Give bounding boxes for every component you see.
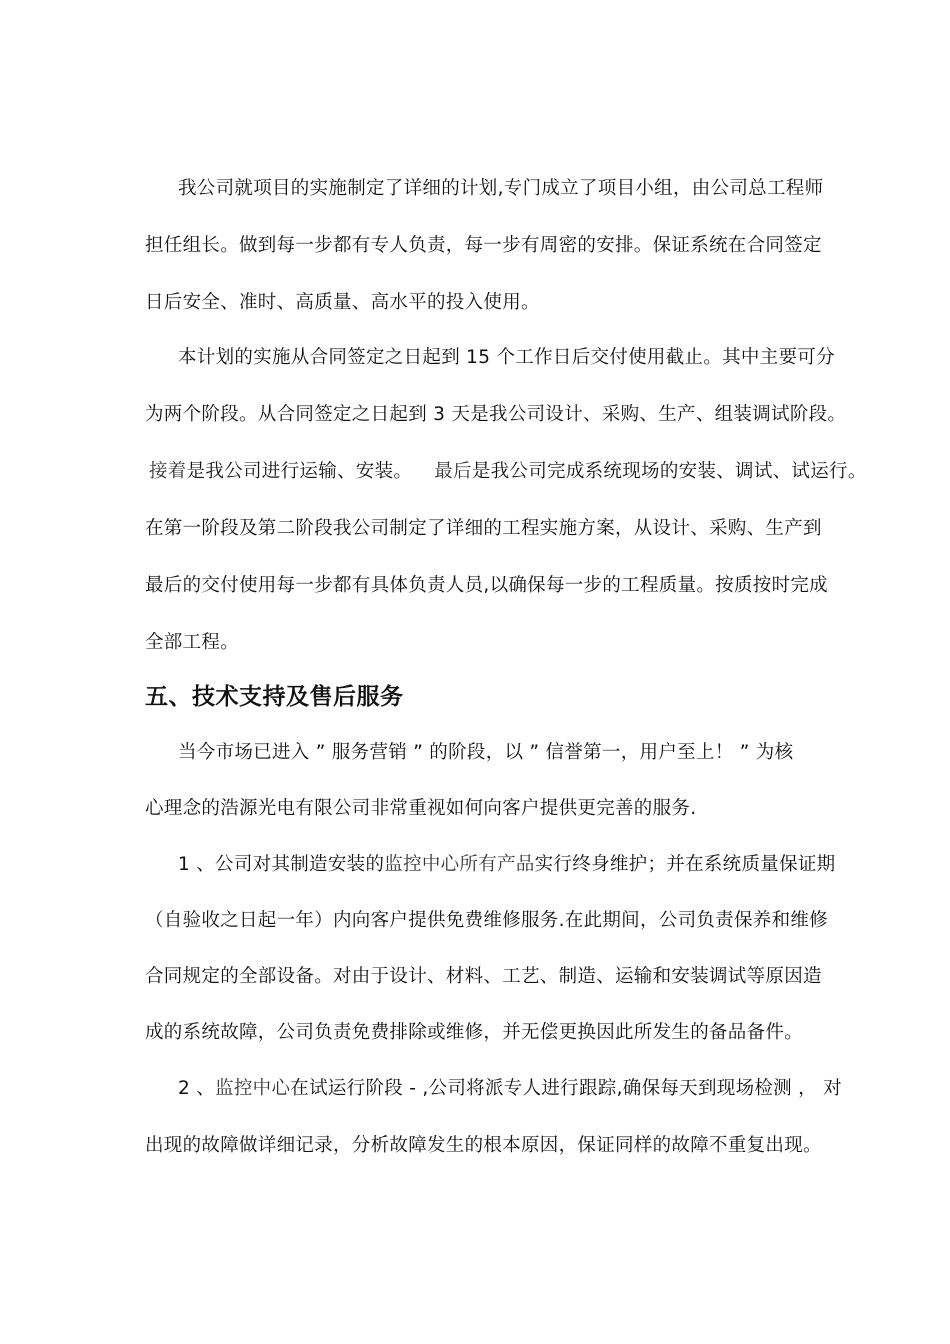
item-1-monitor-products: 监控中心所有产品: [384, 854, 535, 875]
section-5-heading: 五、技术支持及售后服务: [145, 684, 404, 710]
item-2-rest: 在试运行阶段 - ,公司将派专人进行跟踪,确保每天到现场检测 ， 对: [290, 1078, 842, 1099]
phrase-next: 接着: [149, 461, 187, 482]
item-2-line-2: 出现的故障做详细记录，分析故障发生的根本原因，保证同样的故障不重复出现。: [145, 1135, 822, 1156]
paragraph-1-line-1: 我公司就项目的实施制定了详细的计划,专门成立了项目小组，由公司总工程师: [178, 178, 824, 199]
paragraph-2-line-3: [145, 459, 867, 485]
paragraph-2-line-6: 全部工程。: [145, 632, 240, 653]
phrase-finally: 最后: [434, 461, 472, 482]
item-1-line-4: 成的系统故障，公司负责免费排除或维修，并无偿更换因此所发生的备品备件。: [145, 1022, 804, 1043]
paragraph-2-line-5: 最后的交付使用每一步都有具体负责人员,以确保每一步的工程质量。按质按时完成: [145, 575, 828, 596]
section-5-intro-line-1: 当今市场已进入 ” 服务营销 ” 的阶段，以 ” 信誉第一，用户至上！ ” 为核: [178, 742, 794, 763]
item-1-line-1: [178, 852, 835, 878]
paragraph-1-line-3: 日后安全、准时、高质量、高水平的投入使用。: [145, 292, 540, 313]
paragraph-1-line-2: 担任组长。做到每一步都有专人负责，每一步有周密的安排。保证系统在合同签定: [145, 235, 822, 256]
item-2-line-1: [178, 1076, 842, 1102]
item-2-monitor-center: 监控中心: [215, 1078, 291, 1099]
section-5-intro-line-2: 心理念的浩源光电有限公司非常重视如何向客户提供更完善的服务.: [145, 798, 697, 819]
phrase-install: 是我公司完成系统现场的安装、调试、试运行。: [471, 461, 867, 482]
paragraph-2-line-4: 在第一阶段及第二阶段我公司制定了详细的工程实施方案，从设计、采购、生产到: [145, 518, 822, 539]
item-1-prefix: 1 、公司对其制造安装的: [178, 854, 385, 875]
phrase-transport: 是我公司进行运输、安装。: [186, 461, 413, 482]
item-1-line-3: 合同规定的全部设备。对由于设计、材料、工艺、制造、运输和安装调试等原因造: [145, 966, 822, 987]
item-1-rest: 实行终身维护；并在系统质量保证期: [534, 854, 836, 875]
item-1-line-2: （自验收之日起一年）内向客户提供免费维修服务.在此期间，公司负责保养和维修: [145, 910, 828, 931]
paragraph-2-line-2: 为两个阶段。从合同签定之日起到 3 天是我公司设计、采购、生产、组装调试阶段。: [145, 404, 847, 425]
item-2-prefix: 2 、: [178, 1078, 216, 1099]
paragraph-2-line-1: 本计划的实施从合同签定之日起到 15 个工作日后交付使用截止。其中主要可分: [178, 347, 835, 368]
